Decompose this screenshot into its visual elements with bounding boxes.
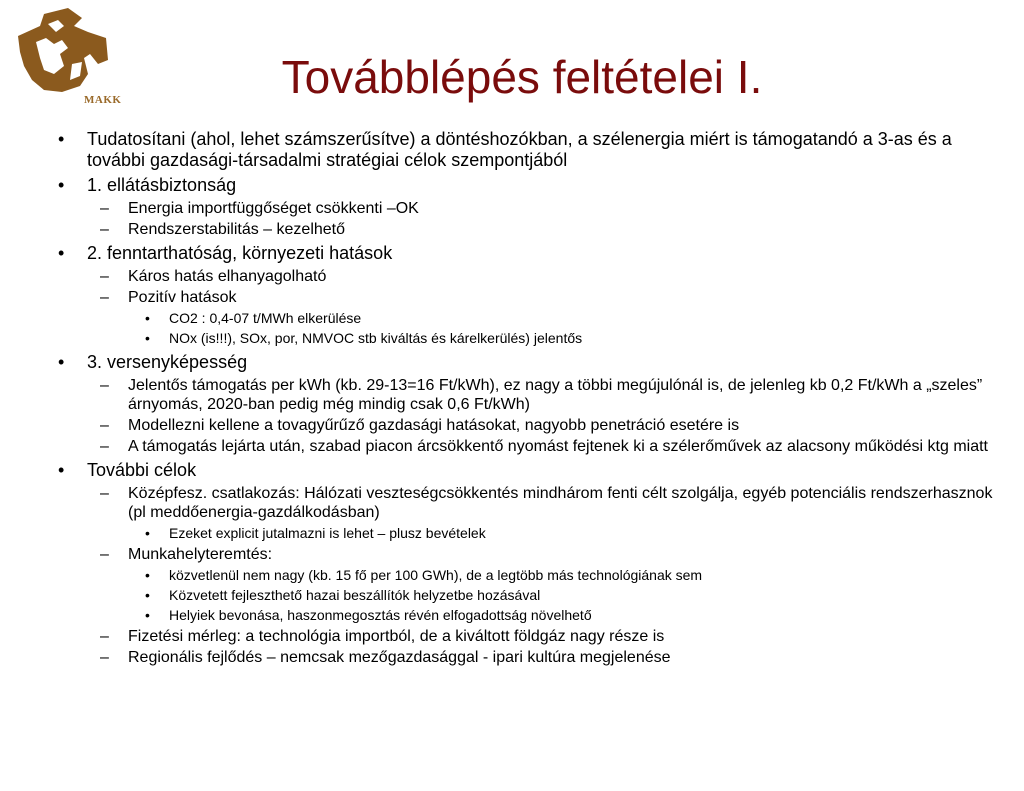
sub-bullet-text: Fizetési mérleg: a technológia importból, de a kiváltott földgáz nagy része is: [128, 628, 665, 645]
sub-bullet-item: [87, 627, 1012, 646]
slide-title: Továbblépés feltételei I.: [281, 51, 763, 103]
bullet-item: [52, 175, 1012, 239]
sub-bullet-item: [87, 416, 1012, 435]
sub-bullet-text: Jelentős támogatás per kWh (kb. 29-13=16 Ft/kWh), ez nagy a többi megújulónál is, de jelenleg kb 0,2 Ft/kWh a „szeles” árnyomás, 2020-ban pedig még mindig csak 0,6 Ft/kWh): [128, 377, 983, 413]
sub-bullet-text: Energia importfüggőséget csökkenti –OK: [128, 200, 419, 217]
sub-sub-bullet-list: [128, 566, 1012, 625]
sub-sub-bullet-item: • NOx (is!!!), SOx, por, NMVOC stb kiváltás és kárelkerülés) jelentős: [128, 329, 1012, 348]
bullet-item: [52, 460, 1012, 667]
bullet-item: [52, 129, 1012, 171]
slide-content: [52, 126, 1012, 667]
sub-bullet-item: [87, 199, 1012, 218]
sub-sub-bullet-item: • CO2 : 0,4-07 t/MWh elkerülése: [128, 309, 1012, 328]
sub-bullet-list: [87, 484, 1012, 667]
sub-bullet-text: A támogatás lejárta után, szabad piacon árcsökkentő nyomást fejtenek ki a szélerőművek az alacsony működési ktg miatt: [128, 438, 988, 455]
sub-bullet-text: Regionális fejlődés – nemcsak mezőgazdasággal - ipari kultúra megjelenése: [128, 649, 671, 666]
sub-bullet-item: [87, 220, 1012, 239]
sub-sub-bullet-list: [128, 524, 1012, 543]
bullet-item: [52, 243, 1012, 348]
bullet-text: Tudatosítani (ahol, lehet számszerűsítve) a döntéshozókban, a szélenergia miért is támogatandó a 3-as és a további gazdasági-társadalmi stratégiai célok szempontjából: [87, 129, 952, 170]
bullet-list: [52, 129, 1012, 667]
sub-bullet-text: Pozitív hatások: [128, 289, 237, 306]
sub-bullet-item: [87, 288, 1012, 348]
sub-bullet-item: [87, 267, 1012, 286]
sub-bullet-item: [87, 545, 1012, 625]
bullet-text: 1. ellátásbiztonság: [87, 175, 237, 195]
sub-sub-bullet-item: • közvetlenül nem nagy (kb. 15 fő per 100 GWh), de a legtöbb más technológiának sem: [128, 566, 1012, 585]
logo-text: MAKK: [84, 94, 122, 106]
sub-bullet-item: [87, 648, 1012, 667]
sub-bullet-list: [87, 267, 1012, 348]
bullet-text: 2. fenntarthatóság, környezeti hatások: [87, 243, 393, 263]
bullet-text: További célok: [87, 460, 197, 480]
sub-sub-bullet-item: • Közvetett fejleszthető hazai beszállítók helyzetbe hozásával: [128, 586, 1012, 605]
sub-bullet-text: Káros hatás elhanyagolható: [128, 268, 327, 285]
sub-bullet-text: Modellezni kellene a tovagyűrűző gazdasági hatásokat, nagyobb penetráció esetére is: [128, 417, 740, 434]
sub-bullet-item: [87, 437, 1012, 456]
sub-bullet-list: [87, 376, 1012, 456]
sub-bullet-list: [87, 199, 1012, 239]
sub-bullet-text: Rendszerstabilitás – kezelhető: [128, 221, 346, 238]
sub-bullet-item: [87, 484, 1012, 543]
sub-bullet-item: [87, 376, 1012, 414]
sub-bullet-text: Középfesz. csatlakozás: Hálózati veszteségcsökkentés mindhárom fenti célt szolgálja, egyéb potenciális rendszerhasznok (pl meddőenergia-gazdálkodásban): [128, 485, 993, 521]
sub-bullet-text: Munkahelyteremtés:: [128, 546, 273, 563]
sub-sub-bullet-list: [128, 309, 1012, 348]
sub-sub-bullet-item: • Helyiek bevonása, haszonmegosztás révén elfogadottság növelhető: [128, 606, 1012, 625]
bullet-item: [52, 352, 1012, 456]
bullet-text: 3. versenyképesség: [87, 352, 248, 372]
sub-sub-bullet-item: • Ezeket explicit jutalmazni is lehet – plusz bevételek: [128, 524, 1012, 543]
